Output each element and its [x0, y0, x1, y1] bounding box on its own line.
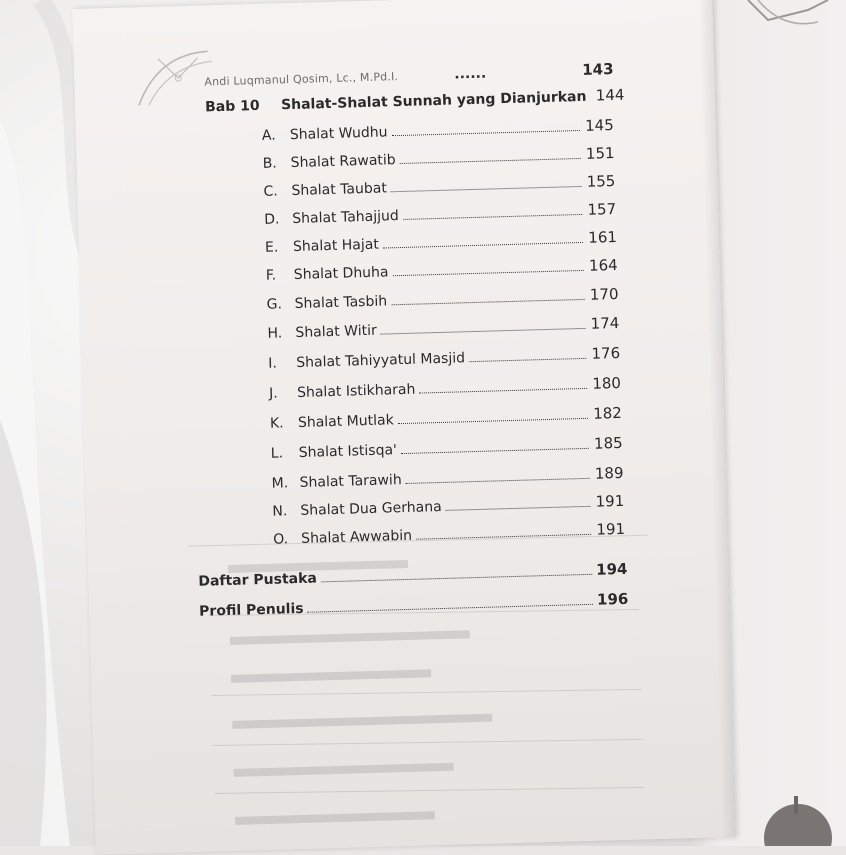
- dot-leader: [400, 158, 581, 164]
- entry-letter: A.: [262, 127, 290, 144]
- entry-title: Shalat Dhuha: [294, 264, 389, 283]
- entry-title: Shalat Rawatib: [290, 152, 395, 171]
- toc-entry: [263, 172, 615, 200]
- dot-leader: [391, 186, 582, 192]
- dot-leader: [403, 214, 582, 220]
- toc-entry: [271, 434, 623, 462]
- toc-entry: [262, 144, 614, 172]
- back-matter-page: 196: [597, 590, 627, 609]
- entry-page: 157: [586, 200, 616, 219]
- entry-letter: H.: [267, 325, 295, 342]
- dot-leader: [419, 388, 587, 394]
- entry-page: 180: [591, 374, 621, 393]
- toc-entry: [267, 314, 619, 342]
- entry-letter: I.: [268, 355, 296, 372]
- entry-page: 185: [592, 434, 622, 453]
- entry-page: 189: [593, 464, 623, 483]
- dot-leader: [381, 328, 586, 335]
- entry-title: Shalat Tahajjud: [292, 208, 399, 227]
- entry-page: 145: [584, 116, 614, 135]
- toc-entry: [262, 116, 614, 144]
- entry-title: Shalat Wudhu: [290, 124, 388, 143]
- entry-title: Shalat Witir: [295, 323, 377, 341]
- toc-entry: [270, 404, 622, 432]
- back-matter-title: Profil Penulis: [199, 601, 304, 620]
- toc-entry: [271, 464, 623, 492]
- dot-leader: [469, 358, 586, 362]
- show-through-from-reverse-page: [167, 512, 696, 846]
- entry-page: 155: [585, 172, 615, 191]
- entry-title: Shalat Istikharah: [297, 382, 416, 401]
- entry-letter: G.: [266, 296, 294, 313]
- entry-page: 164: [587, 256, 617, 275]
- entry-letter: E.: [265, 239, 293, 256]
- entry-title: Shalat Mutlak: [298, 412, 394, 431]
- entry-letter: L.: [271, 445, 299, 462]
- entry-page: 191: [594, 492, 624, 511]
- running-head: Andi Luqmanul Qosim, Lc., M.Pd.I.: [204, 70, 398, 88]
- top-entry-dots: ......: [454, 66, 486, 83]
- entry-page: 161: [587, 228, 617, 247]
- toc-entry: [266, 285, 618, 313]
- back-matter-page: 194: [596, 560, 626, 579]
- entry-page: 174: [589, 314, 619, 333]
- back-matter-title: Daftar Pustaka: [198, 570, 317, 589]
- entry-title: Shalat Hajat: [293, 237, 379, 255]
- dot-leader: [406, 478, 590, 484]
- entry-page: 170: [588, 285, 618, 304]
- toc-entry: [268, 344, 620, 372]
- entry-page: 151: [584, 144, 614, 163]
- chapter-title: Shalat-Shalat Sunnah yang Dianjurkan: [281, 89, 587, 114]
- entry-title: Shalat Istisqa': [299, 442, 398, 461]
- book-page: [72, 0, 735, 855]
- entry-page: 182: [592, 404, 622, 423]
- chapter-entry: [205, 86, 613, 115]
- toc-top-entry: [454, 60, 612, 82]
- dot-leader: [401, 448, 589, 454]
- top-entry-page: 143: [582, 60, 612, 79]
- entry-page: 176: [590, 344, 620, 363]
- toc-entry: [266, 256, 618, 284]
- entry-title: Shalat Tasbih: [294, 293, 387, 312]
- toc-entry: [264, 200, 616, 228]
- dot-leader: [446, 506, 591, 511]
- entry-page: 191: [595, 520, 625, 539]
- entry-letter: O.: [273, 531, 301, 548]
- chapter-label: Bab 10: [205, 97, 281, 115]
- entry-letter: K.: [270, 415, 298, 432]
- entry-title: Shalat Tahiyyatul Masjid: [296, 350, 465, 371]
- entry-letter: J.: [269, 385, 297, 402]
- entry-letter: M.: [271, 475, 299, 492]
- entry-title: Shalat Dua Gerhana: [300, 499, 442, 519]
- toc-entry: [265, 228, 617, 256]
- dot-leader: [398, 418, 588, 424]
- entry-letter: B.: [262, 155, 290, 172]
- dot-leader: [393, 270, 584, 276]
- entry-title: Shalat Tarawih: [299, 472, 402, 491]
- dot-leader: [391, 299, 584, 305]
- entry-letter: C.: [263, 183, 291, 200]
- entry-letter: N.: [272, 503, 300, 520]
- entry-letter: F.: [266, 267, 294, 284]
- chapter-page: 144: [594, 86, 624, 105]
- toc-entry: [269, 374, 621, 402]
- entry-title: Shalat Taubat: [291, 180, 387, 199]
- dot-leader: [392, 130, 580, 136]
- entry-letter: D.: [264, 211, 292, 228]
- dot-leader: [383, 242, 583, 249]
- entry-title: Shalat Awwabin: [301, 528, 412, 547]
